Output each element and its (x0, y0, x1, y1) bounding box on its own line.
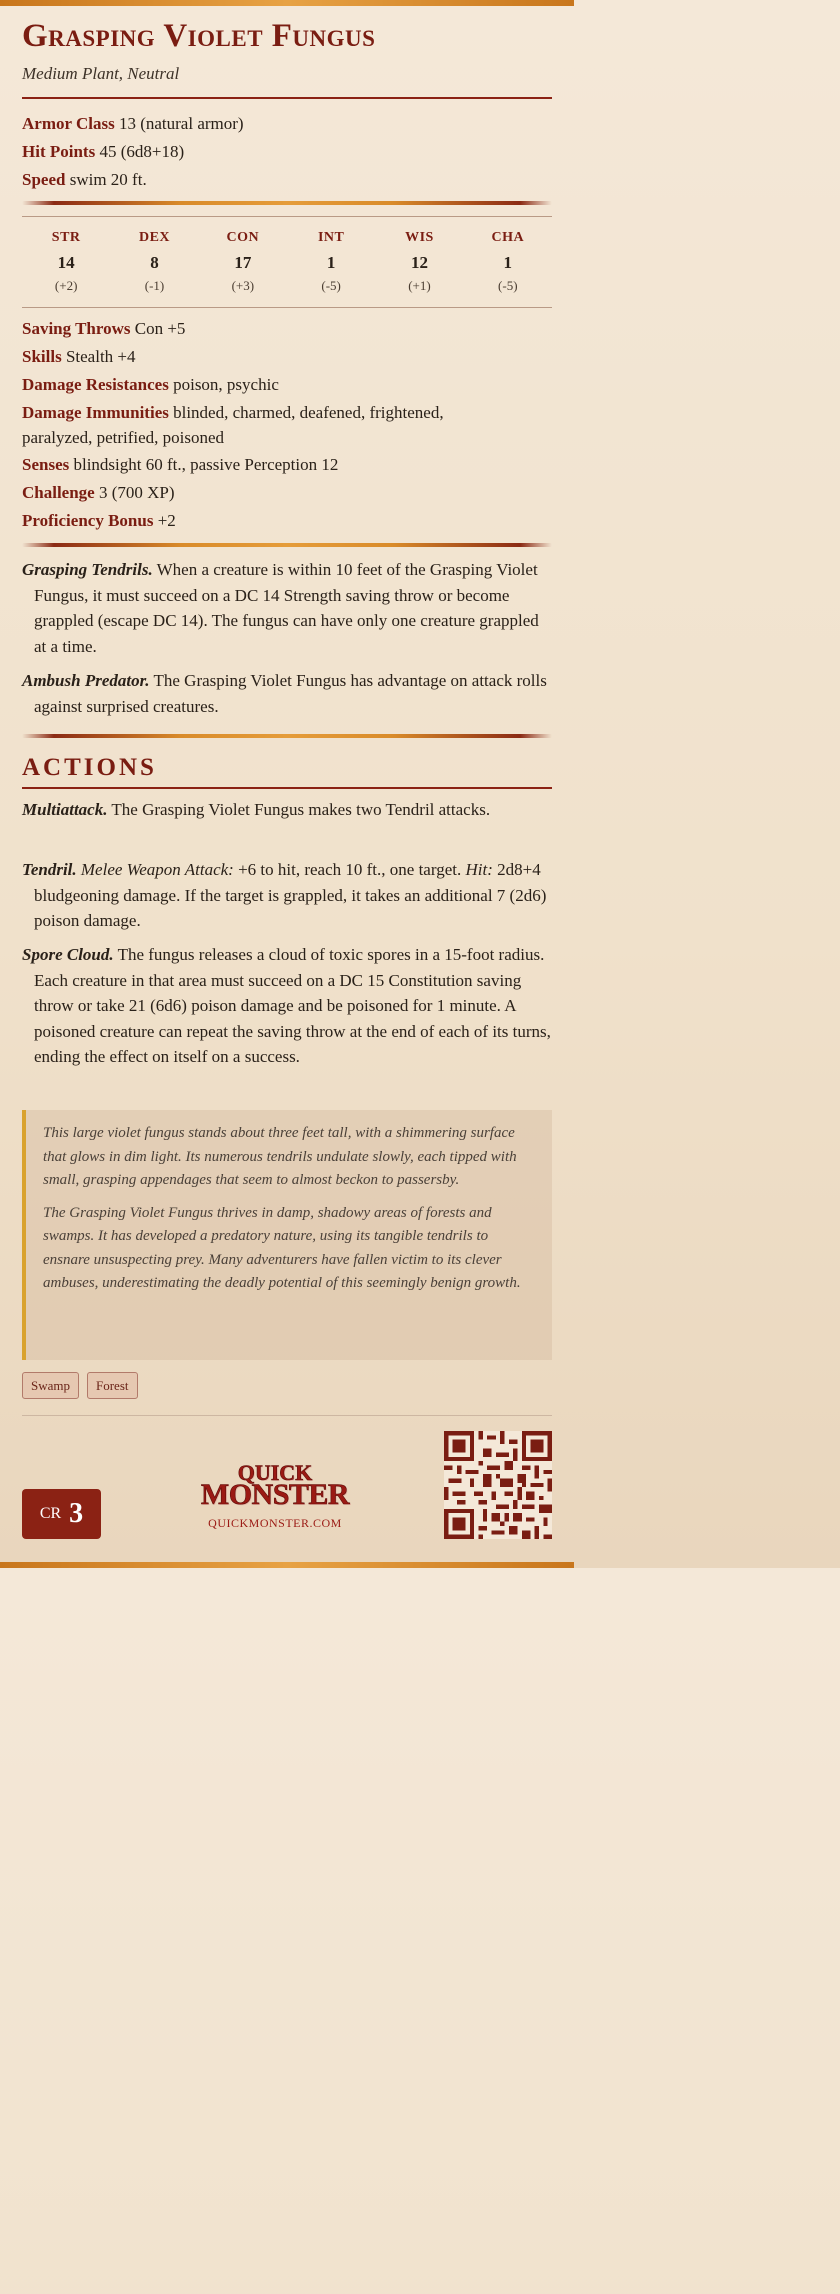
ornamental-divider (22, 734, 552, 738)
proficiency-bonus-value: +2 (157, 511, 176, 530)
ability-name: CHA (491, 230, 525, 245)
armor-class-label: Armor Class (22, 114, 115, 133)
damage-resistances-label: Damage Resistances (22, 375, 169, 394)
skills-label: Skills (22, 347, 62, 366)
challenge-label: Challenge (22, 483, 95, 502)
footer-divider (22, 1415, 552, 1416)
hit-points-label: Hit Points (22, 142, 96, 161)
lore-paragraph: This large violet fungus stands about three feet tall, with a shimmering surface that glows in dim light. Its numerous tendrils undulate slowly, each tipped with small, grasping appendages that seem to almost beckon to passersby. (43, 1125, 517, 1188)
ability-con (199, 226, 287, 296)
lore-paragraph: The Grasping Violet Fungus thrives in damp, shadowy areas of forests and swamps. It has developed a predatory nature, using its tangible tendrils to ensnare unsuspecting prey. Many adventurers have fallen victim to its clever ambuses, underestimating the deadly potential of this seemingly benign growth. (43, 1204, 521, 1291)
armor-class-value: 13 (natural armor) (118, 114, 244, 133)
action-text: The fungus releases a cloud of toxic spores in a 15-foot radius. Each creature in that area must succeed on a DC 15 Constitution saving throw or take 21 (6d6) poison damage and be poisoned for 1 minute. A poisoned creature can repeat the saving throw at the end of each of its turns, ending the effect on itself on a success. (34, 945, 551, 1067)
ability-modifier: (-5) (321, 278, 341, 293)
ability-modifier: (-1) (144, 278, 165, 293)
ability-score: 12 (410, 253, 428, 272)
bottom-accent-bar (0, 1562, 574, 1568)
saving-throws-label: Saving Throws (22, 319, 131, 338)
ability-dex (110, 226, 198, 296)
ability-modifier: (-5) (498, 278, 518, 293)
damage-immunities-label: Damage Immunities (22, 403, 169, 422)
damage-immunities-row-continued (22, 424, 552, 451)
ability-modifier: (+1) (408, 278, 431, 293)
senses-label: Senses (22, 455, 70, 474)
ability-wis (375, 226, 463, 296)
tag-forest[interactable]: Forest (87, 1372, 138, 1399)
attack-text: +6 to hit, reach 10 ft., one target. (233, 860, 466, 879)
saving-throws-value: Con +5 (134, 319, 186, 338)
ability-int (287, 226, 375, 296)
attack-type: Melee Weapon Attack: (76, 860, 234, 879)
action-tendril (22, 857, 552, 934)
ability-modifier: (+2) (54, 278, 78, 293)
speed-label: Speed (22, 170, 66, 189)
cr-badge (22, 1489, 101, 1539)
damage-resistances-row (22, 371, 552, 398)
action-name: Spore Cloud. (22, 945, 114, 964)
ability-name: STR (51, 230, 81, 245)
ornamental-divider (22, 201, 552, 205)
action-spore-cloud (22, 942, 552, 1070)
trait-name: Ambush Predator. (22, 671, 150, 690)
armor-class-row (22, 110, 552, 137)
qr-code-icon[interactable] (444, 1431, 552, 1539)
ability-str (22, 226, 110, 296)
ability-score: 1 (503, 253, 513, 272)
top-accent-bar (0, 0, 574, 6)
damage-immunities-row (22, 399, 552, 426)
hit-label: Hit: (465, 860, 493, 879)
senses-row (22, 451, 552, 478)
challenge-value: 3 (700 XP) (98, 483, 175, 502)
action-multiattack (22, 797, 552, 823)
proficiency-bonus-label: Proficiency Bonus (22, 511, 154, 530)
trait-ambush-predator (22, 668, 552, 719)
hit-points-value: 45 (6d8+18) (99, 142, 185, 161)
cr-label: CR (39, 1505, 62, 1522)
proficiency-bonus-row (22, 507, 552, 534)
action-text: The Grasping Violet Fungus makes two Tendril attacks. (107, 800, 491, 819)
damage-immunities-value: blinded, charmed, deafened, frightened, (173, 403, 444, 422)
trait-grasping-tendrils (22, 557, 552, 659)
hit-text: 2d8+4 bludgeoning damage. If the target is grappled, it takes an additional 7 (2d6) poison damage. (34, 860, 547, 931)
speed-value: swim 20 ft. (69, 170, 147, 189)
ability-score: 8 (150, 253, 159, 272)
ability-modifier: (+3) (231, 278, 255, 293)
ability-name: DEX (138, 230, 171, 245)
trait-text: When a creature is within 10 feet of the Grasping Violet Fungus, it must succeed on a DC 14 Strength saving throw or become grappled (escape DC 14). The fungus can have only one creature grappled at a time. (34, 560, 539, 656)
trait-text: The Grasping Violet Fungus has advantage on attack rolls against surprised creatures. (34, 671, 547, 716)
quickmonster-logo[interactable] (190, 1462, 360, 1542)
speed-row (22, 166, 552, 193)
skills-value: Stealth +4 (65, 347, 136, 366)
logo-text-quick: QUICK (237, 1460, 313, 1485)
hit-points-row (22, 138, 552, 165)
ability-name: INT (317, 230, 345, 245)
senses-value: blindsight 60 ft., passive Perception 12 (73, 455, 339, 474)
ability-score: 1 (326, 253, 336, 272)
actions-divider (22, 787, 552, 789)
saving-throws-row (22, 315, 552, 342)
cr-value: 3 (69, 1498, 84, 1529)
monster-type: Medium Plant, Neutral (22, 64, 180, 83)
ability-name: CON (226, 230, 260, 245)
ability-cha (464, 226, 552, 296)
trait-name: Grasping Tendrils. (22, 560, 153, 579)
ability-score: 14 (57, 253, 75, 272)
actions-heading: ACTIONS (22, 754, 157, 781)
abilities-bottom-rule (22, 307, 552, 308)
damage-resistances-value: poison, psychic (173, 375, 279, 394)
ability-score: 17 (234, 253, 252, 272)
title-divider (22, 97, 552, 99)
tag-swamp[interactable]: Swamp (22, 1372, 79, 1399)
challenge-row (22, 479, 552, 506)
logo-text-monster: MONSTER (200, 1478, 350, 1511)
skills-row (22, 343, 552, 370)
ability-name: WIS (405, 230, 434, 245)
environment-tags (22, 1372, 138, 1399)
lore-box (22, 1110, 552, 1360)
ornamental-divider (22, 543, 552, 547)
monster-name: Grasping Violet Fungus (22, 18, 376, 54)
damage-immunities-value-continued: paralyzed, petrified, poisoned (22, 428, 225, 447)
ability-scores (22, 226, 552, 296)
site-url[interactable]: QUICKMONSTER.COM (208, 1516, 342, 1530)
action-name: Multiattack. (22, 800, 108, 819)
action-name: Tendril. (22, 860, 77, 879)
abilities-top-rule (22, 216, 552, 217)
